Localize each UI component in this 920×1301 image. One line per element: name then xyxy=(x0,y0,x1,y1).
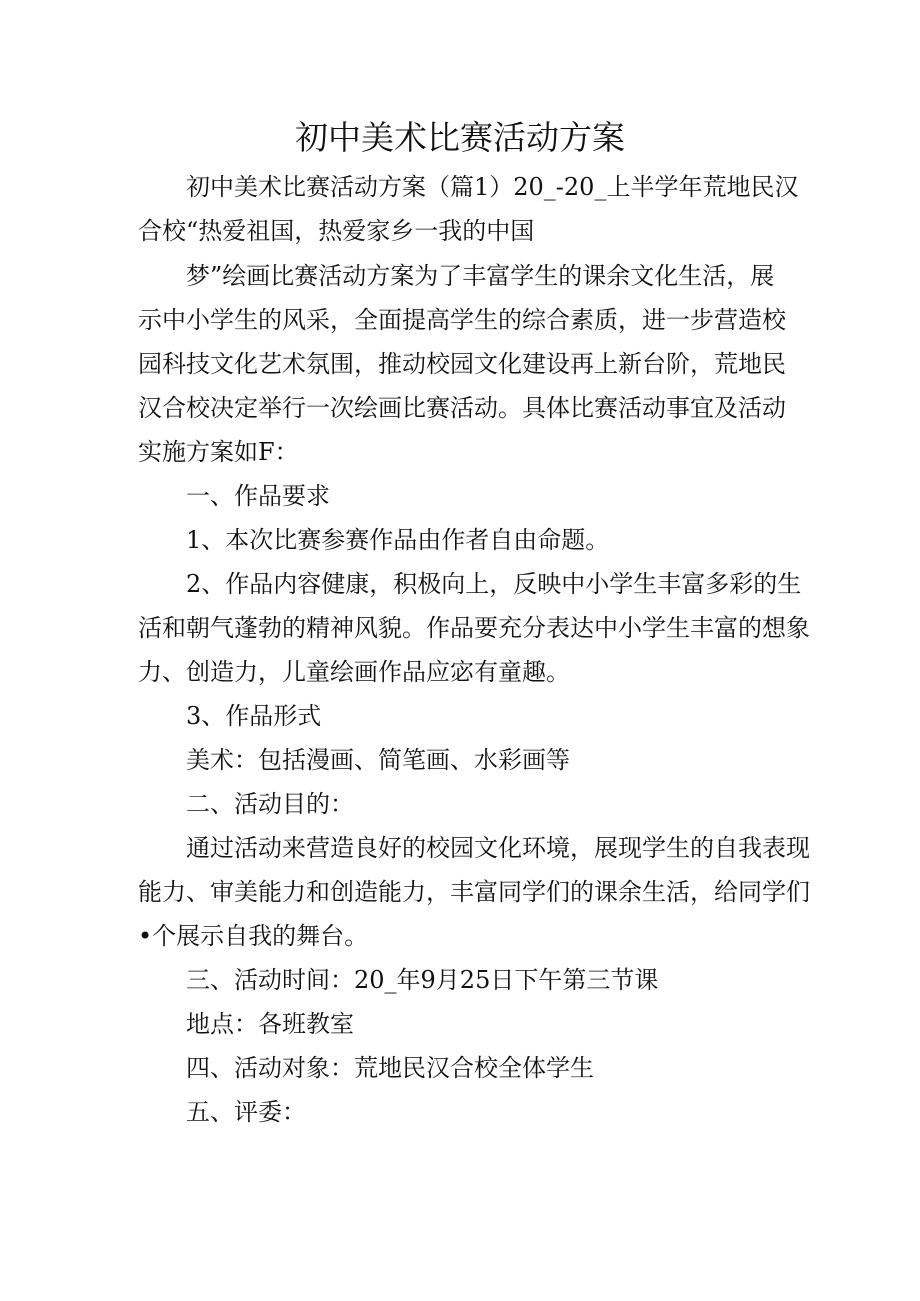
paragraph-line: 示中小学生的风采，全面提高学生的综合素质，进一步营造校 xyxy=(138,306,786,334)
paragraph-line: 地点：各班教室 xyxy=(186,1010,354,1038)
paragraph-line: 初中美术比赛活动方案（篇1）20_-20_上半学年荒地民汉 xyxy=(186,173,799,201)
paragraph-line: 1、本次比赛参赛作品由作者自由命题。 xyxy=(186,526,610,554)
paragraph-line: 3、作品形式 xyxy=(186,702,322,730)
section-heading: 三、活动时间：20_年9月25日下午第三节课 xyxy=(186,966,659,994)
section-heading: 二、活动目的： xyxy=(186,790,354,818)
section-heading: 五、评委： xyxy=(186,1098,306,1126)
paragraph-line: 梦”绘画比赛活动方案为了丰富学生的课余文化生活，展 xyxy=(186,262,775,290)
paragraph-line: 力、创造力，儿童绘画作品应宓有童趣。 xyxy=(138,658,570,686)
paragraph-line: •个展示自我的舞台。 xyxy=(138,922,369,950)
paragraph-line: 美术：包括漫画、简笔画、水彩画等 xyxy=(186,746,570,774)
paragraph-line: 实施方案如F： xyxy=(138,438,299,466)
paragraph-line: 园科技文化艺术氛围，推动校园文化建设再上新台阶，荒地民 xyxy=(138,350,786,378)
document-title: 初中美术比赛活动方案 xyxy=(295,118,625,157)
paragraph-line: 活和朝气蓬勃的精神风貌。作品要充分表达中小学生丰富的想象 xyxy=(138,614,810,642)
section-heading: 一、作品要求 xyxy=(186,482,330,510)
paragraph-line: 通过活动来营造良好的校园文化环境，展现学生的自我表现 xyxy=(186,834,810,862)
paragraph-line: 合校“热爱祖国，热爱家乡一我的中国 xyxy=(138,217,535,245)
paragraph-line: 汉合校决定举行一次绘画比赛活动。具体比赛活动事宜及活动 xyxy=(138,394,786,422)
paragraph-line: 能力、审美能力和创造能力，丰富同学们的课余生活，给同学们 xyxy=(138,878,810,906)
paragraph-line: 2、作品内容健康，积极向上，反映中小学生丰富多彩的生 xyxy=(186,570,802,598)
section-heading: 四、活动对象：荒地民汉合校全体学生 xyxy=(186,1054,594,1082)
